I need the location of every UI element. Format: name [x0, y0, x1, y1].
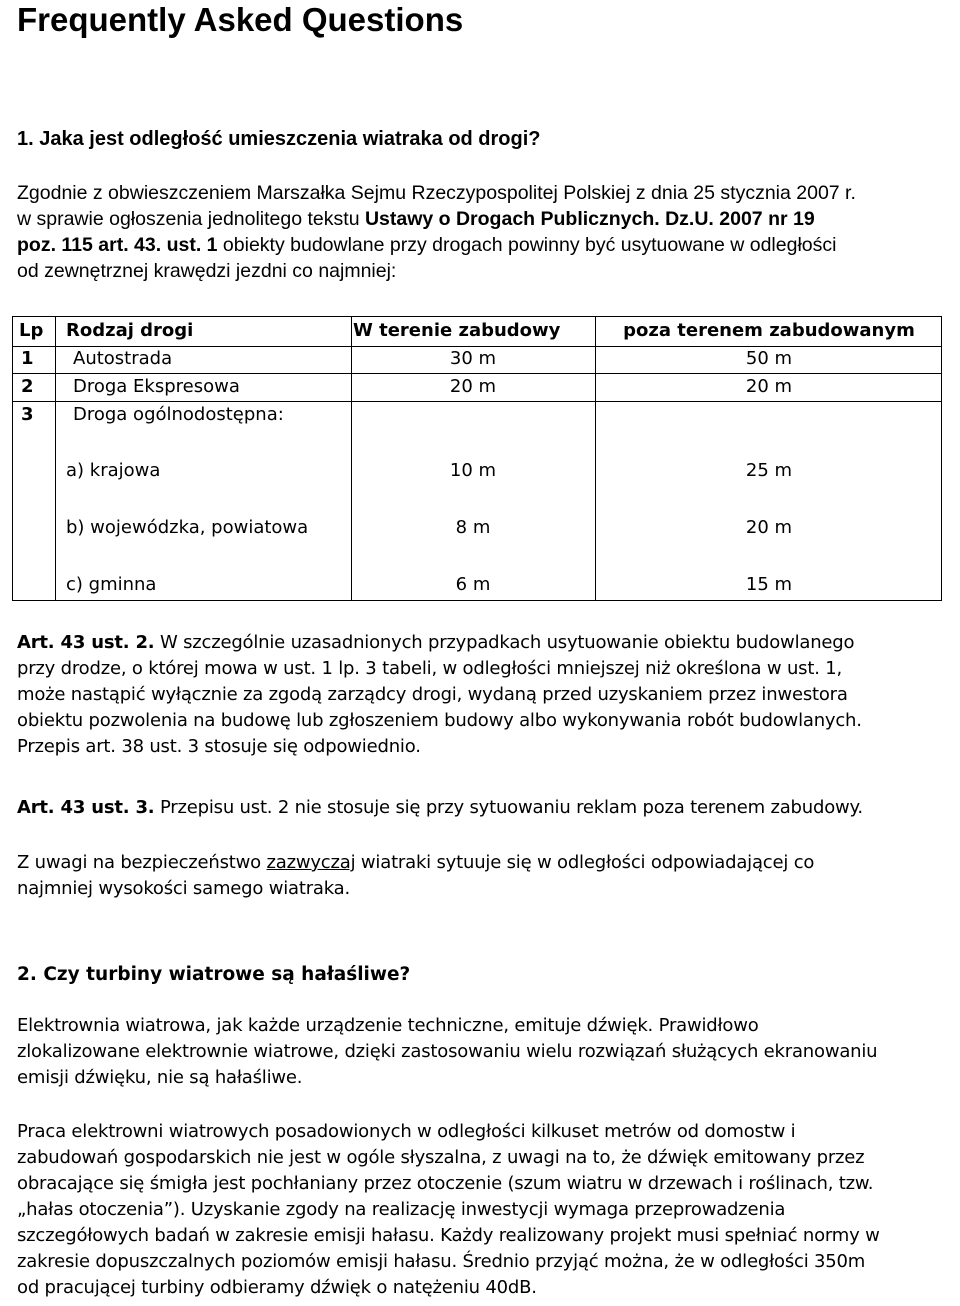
- art-43-2-line-3: może nastąpić wyłącznie za zgodą zarządcy drogi, wydaną przed uzyskaniem przez inwestora: [17, 684, 848, 705]
- table-row-3-type: Droga ogólnodostępna:: [73, 404, 284, 425]
- q2-p2-line-4: „hałas otoczenia”). Uzyskanie zgody na realizację inwestycji wymaga przeprowadzenia: [17, 1199, 786, 1220]
- table-header-lp: Lp: [19, 320, 44, 341]
- table-row-2-type: Droga Ekspresowa: [73, 376, 240, 397]
- intro-line-2-text: w sprawie ogłoszenia jednolitego tekstu: [17, 208, 365, 230]
- table-subrow-a-outside: 25 m: [745, 460, 793, 481]
- art-43-3-text: Przepisu ust. 2 nie stosuje się przy sytuowaniu reklam poza terenem zabudowy.: [154, 797, 863, 818]
- art-43-2-line-2: przy drodze, o której mowa w ust. 1 lp. 3 tabeli, w odległości mniejszej niż określona w ust. 1,: [17, 658, 843, 679]
- q2-p2-line-2: zabudowań gospodarskich nie jest w ogóle słyszalna, z uwagi na to, że dźwięk emitowany przez: [17, 1147, 865, 1168]
- page-title: Frequently Asked Questions: [17, 1, 464, 38]
- art-43-2-line-4: obiektu pozwolenia na budowę lub zgłoszeniem budowy albo wykonywania robót budowlanych.: [17, 710, 862, 731]
- safety-note-emphasis: zazwyczaj: [266, 852, 356, 873]
- table-subrow-b-type: b) wojewódzka, powiatowa: [66, 517, 309, 538]
- art-43-2-line-5: Przepis art. 38 ust. 3 stosuje się odpowiednio.: [17, 736, 421, 757]
- article-reference: poz. 115 art. 43. ust. 1: [17, 234, 218, 256]
- table-row-1-type: Autostrada: [73, 348, 173, 369]
- art-43-2-label: Art. 43 ust. 2.: [17, 632, 155, 653]
- intro-line-3: [17, 232, 957, 258]
- table-row-2-outside: 20 m: [745, 376, 793, 397]
- table-subrow-a-built: 10 m: [449, 460, 497, 481]
- question-2-paragraph-1: [17, 1013, 957, 1091]
- safety-note-text-start: Z uwagi na bezpieczeństwo: [17, 852, 267, 873]
- safety-note-line-1: [17, 850, 957, 876]
- art-43-3-label: Art. 43 ust. 3.: [17, 797, 155, 818]
- q2-p2-line-5: szczegółowych badań w zakresie emisji hałasu. Każdy realizowany projekt musi spełniać normy w: [17, 1225, 880, 1246]
- q2-p1-line-2: zlokalizowane elektrownie wiatrowe, dzięki zastosowaniu wielu rozwiązań służących ekranowaniu: [17, 1041, 878, 1062]
- table-row-3-lp: 3: [21, 404, 34, 425]
- q2-p2-line-7: od pracującej turbiny odbieramy dźwięk o natężeniu 40dB.: [17, 1277, 537, 1298]
- table-subrow-b-outside: 20 m: [745, 517, 793, 538]
- article-43-3-paragraph: [17, 795, 957, 821]
- table-header-outside-built-area: poza terenem zabudowanym: [623, 320, 915, 341]
- table-header-type: Rodzaj drogi: [66, 320, 194, 341]
- q2-p1-line-3: emisji dźwięku, nie są hałaśliwe.: [17, 1067, 303, 1088]
- table-subrow-c-built: 6 m: [455, 574, 491, 595]
- road-distance-table: [12, 316, 942, 601]
- intro-line-4: od zewnętrznej krawędzi jezdni co najmniej:: [17, 260, 397, 282]
- table-subrow-b-built: 8 m: [455, 517, 491, 538]
- q2-p2-line-3: obracające się śmigła jest pochłaniany przez otoczenie (szum wiatru w drzewach i roślinach, tzw.: [17, 1173, 874, 1194]
- table-row-2-lp: 2: [21, 376, 34, 397]
- question-2-paragraph-2: [17, 1119, 957, 1301]
- table-row-1-outside: 50 m: [745, 348, 793, 369]
- intro-line-3-text: obiekty budowlane przy drogach powinny być usytuowane w odległości: [217, 234, 837, 256]
- table-subrow-c-type: c) gminna: [66, 574, 157, 595]
- table-subrow-c-outside: 15 m: [745, 574, 793, 595]
- table-row-1-built: 30 m: [449, 348, 497, 369]
- q2-p1-line-1: Elektrownia wiatrowa, jak każde urządzenie techniczne, emituje dźwięk. Prawidłowo: [17, 1015, 759, 1036]
- q2-p2-line-6: zakresie dopuszczalnych poziomów emisji hałasu. Średnio przyjąć można, że w odległości 350m: [17, 1251, 866, 1272]
- safety-note-line-2: najmniej wysokości samego wiatraka.: [17, 878, 351, 899]
- safety-note-paragraph: [17, 850, 957, 902]
- table-header-built-area: W terenie zabudowy: [353, 320, 561, 341]
- intro-line-2: [17, 206, 957, 232]
- art-43-3-line: [17, 795, 957, 821]
- intro-line-1: Zgodnie z obwieszczeniem Marszałka Sejmu Rzeczypospolitej Polskiej z dnia 25 stycznia 2007 r.: [17, 182, 856, 204]
- q2-p2-line-1: Praca elektrowni wiatrowych posadowionych w odległości kilkuset metrów od domostw i: [17, 1121, 796, 1142]
- art-43-2-line-1: [17, 630, 957, 656]
- art-43-2-text: W szczególnie uzasadnionych przypadkach usytuowanie obiektu budowlanego: [154, 632, 855, 653]
- safety-note-text-end: wiatraki sytuuje się w odległości odpowiadającej co: [355, 852, 815, 873]
- question-2-heading: 2. Czy turbiny wiatrowe są hałaśliwe?: [17, 964, 411, 985]
- act-reference: Ustawy o Drogach Publicznych. Dz.U. 2007 nr 19: [364, 208, 815, 230]
- question-1-intro: [17, 180, 957, 284]
- table-row-2-built: 20 m: [449, 376, 497, 397]
- article-43-2-paragraph: [17, 630, 957, 760]
- table-subrow-a-type: a) krajowa: [66, 460, 161, 481]
- table-row-1-lp: 1: [21, 348, 34, 369]
- question-1-heading: 1. Jaka jest odległość umieszczenia wiatraka od drogi?: [17, 128, 541, 150]
